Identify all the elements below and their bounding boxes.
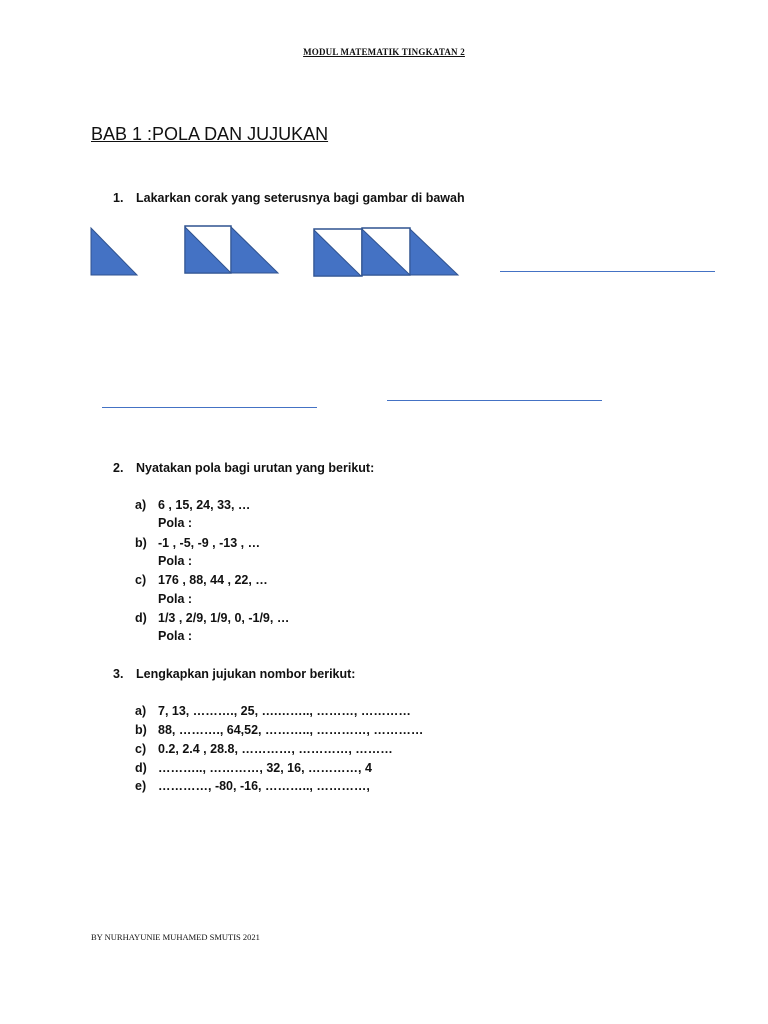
pattern-figure-1	[91, 228, 137, 275]
answer-line-1[interactable]	[500, 271, 715, 272]
item-sequence: 7, 13, ………., 25, ….…….., ………, …………	[158, 704, 411, 718]
item-label: c)	[135, 742, 147, 756]
item-sequence: 6 , 15, 24, 33, …	[158, 498, 251, 512]
item-label: d)	[135, 761, 147, 775]
pola-label: Pola :	[158, 516, 193, 530]
answer-line-3[interactable]	[387, 400, 602, 401]
item-label: a)	[135, 498, 147, 512]
question-3-number: 3.	[113, 667, 124, 681]
question-3-text: Lengkapkan jujukan nombor berikut:	[136, 667, 356, 681]
triangle	[314, 230, 361, 276]
item-sequence: 1/3 , 2/9, 1/9, 0, -1/9, …	[158, 611, 290, 625]
item-sequence: …………, -80, -16, ……….., …………,	[158, 779, 370, 793]
triangle	[185, 227, 231, 273]
triangle	[91, 228, 137, 275]
question-2-text: Nyatakan pola bagi urutan yang berikut:	[136, 461, 375, 475]
item-label: d)	[135, 611, 147, 625]
module-header: MODUL MATEMATIK TINGKATAN 2	[303, 47, 465, 57]
item-sequence: ……….., …………, 32, 16, …………, 4	[158, 761, 372, 775]
pola-label: Pola :	[158, 592, 193, 606]
question-1-number: 1.	[113, 191, 124, 205]
page-footer: BY NURHAYUNIE MUHAMED SMUTIS 2021	[91, 932, 260, 942]
triangle	[231, 227, 278, 273]
item-label: b)	[135, 536, 147, 550]
pattern-figure-2	[185, 226, 278, 273]
pattern-figure-3	[314, 228, 458, 276]
item-sequence: 176 , 88, 44 , 22, …	[158, 573, 268, 587]
item-sequence: 0.2, 2.4 , 28.8, …………, …………, ………	[158, 742, 393, 756]
question-2	[0, 461, 768, 477]
item-sequence: -1 , -5, -9 , -13 , …	[158, 536, 261, 550]
item-sequence: 88, ………., 64,52, ……….., …………, …………	[158, 723, 424, 737]
question-2-number: 2.	[113, 461, 124, 475]
pola-label: Pola :	[158, 629, 193, 643]
item-label: a)	[135, 704, 147, 718]
pola-label: Pola :	[158, 554, 193, 568]
triangle	[362, 229, 410, 275]
triangle	[410, 229, 458, 275]
question-1-text: Lakarkan corak yang seterusnya bagi gambar di bawah	[136, 191, 465, 205]
answer-line-2[interactable]	[102, 407, 317, 408]
chapter-title: BAB 1 :POLA DAN JUJUKAN	[91, 124, 329, 144]
item-label: c)	[135, 573, 147, 587]
question-3	[0, 667, 768, 683]
item-label: b)	[135, 723, 147, 737]
item-label: e)	[135, 779, 147, 793]
